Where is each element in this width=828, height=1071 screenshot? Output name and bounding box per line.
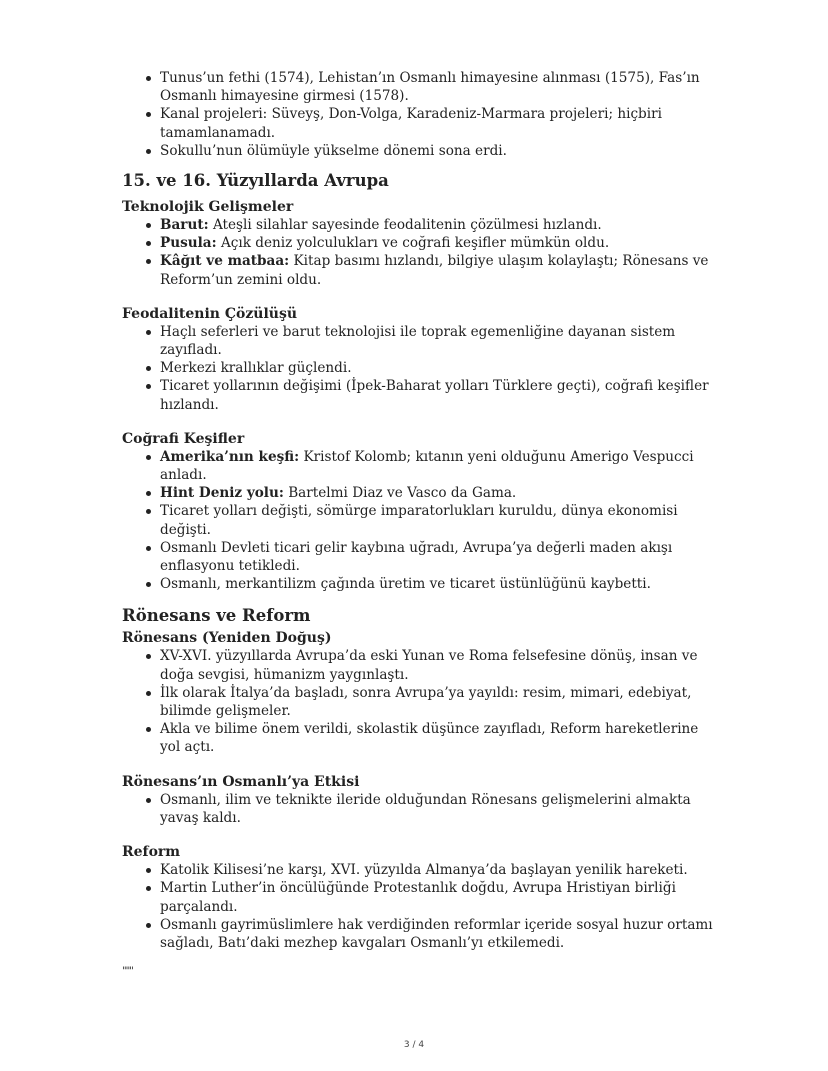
discoveries-list xyxy=(122,448,722,594)
list-item xyxy=(160,448,722,484)
list-item xyxy=(160,861,722,879)
page-number: 3 / 4 xyxy=(403,1040,425,1050)
list-item-label: Amerika’nın keşfi: xyxy=(160,448,300,465)
list-item-text: Kristof Kolomb; kıtanın yeni olduğunu Amerigo Vespucci anladı. xyxy=(160,448,694,484)
heading-reform: Reform xyxy=(122,844,181,861)
heading-renaissance: Rönesans (Yeniden Doğuş) xyxy=(122,630,332,647)
list-item xyxy=(160,359,722,377)
list-item-label: Barut: xyxy=(160,217,209,234)
heading-tech: Teknolojik Gelişmeler xyxy=(122,199,294,216)
section-title-europe: 15. ve 16. Yüzyıllarda Avrupa xyxy=(122,171,389,191)
section-title-renaissance: Rönesans ve Reform xyxy=(122,606,311,626)
list-item-label: Kâğıt ve matbaa: xyxy=(160,253,290,270)
list-item xyxy=(160,539,722,575)
list-item-text: Martin Luther’in öncülüğünde Protestanlık doğdu, Avrupa Hristiyan birliği parçalandı. xyxy=(160,880,676,915)
list-item xyxy=(160,484,722,502)
list-item-text: Sokullu’nun ölümüyle yükselme dönemi sona erdi. xyxy=(160,142,507,159)
heading-discoveries: Coğrafi Keşifler xyxy=(122,430,245,447)
list-item xyxy=(160,234,722,252)
intro-list xyxy=(122,69,722,160)
list-item xyxy=(160,575,722,593)
list-item-text: Bartelmi Diaz ve Vasco da Gama. xyxy=(283,485,517,502)
tech-list xyxy=(122,216,722,289)
list-item-text: Ticaret yolları değişti, sömürge imparatorlukları kuruldu, dünya ekonomisi değişti. xyxy=(160,503,678,538)
list-item xyxy=(160,916,722,952)
list-item-text: Ticaret yollarının değişimi (İpek-Baharat yolları Türklere geçti), coğrafi keşifler hızlandı. xyxy=(160,378,709,413)
list-item-text: Haçlı seferleri ve barut teknolojisi ile toprak egemenliğine dayanan sistem zayıfladı. xyxy=(160,323,676,359)
list-item-label: Pusula: xyxy=(160,235,217,252)
list-item xyxy=(160,647,722,683)
list-item xyxy=(160,791,722,827)
list-item xyxy=(160,105,722,141)
list-item-text: Osmanlı Devleti ticari gelir kaybına uğradı, Avrupa’ya değerli maden akışı enflasyonu tetikledi. xyxy=(160,539,673,575)
trailing-quote-mark: """ xyxy=(122,966,133,978)
list-item-text: Kitap basımı hızlandı, bilgiye ulaşım kolaylaştı; Rönesans ve Reform’un zemini oldu. xyxy=(160,253,709,288)
list-item-text: Açık deniz yolculukları ve coğrafi keşifler mümkün oldu. xyxy=(216,235,610,252)
feudal-list xyxy=(122,323,722,414)
list-item-text: Merkezi krallıklar güçlendi. xyxy=(160,360,352,377)
heading-effect: Rönesans’ın Osmanlı’ya Etkisi xyxy=(122,773,360,790)
list-item-text: Ateşli silahlar sayesinde feodalitenin çözülmesi hızlandı. xyxy=(208,217,602,234)
reform-list xyxy=(122,861,722,952)
list-item-text: İlk olarak İtalya’da başladı, sonra Avrupa’ya yayıldı: resim, mimari, edebiyat, bilimde gelişmeler. xyxy=(160,684,692,720)
list-item-text: Osmanlı, ilim ve teknikte ileride olduğundan Rönesans gelişmelerini almakta yavaş kaldı. xyxy=(160,791,691,826)
list-item-label: Hint Deniz yolu: xyxy=(160,485,284,502)
list-item-text: XV-XVI. yüzyıllarda Avrupa’da eski Yunan ve Roma felsefesine dönüş, insan ve doğa sevgisi, hümanizm yaygınlaştı. xyxy=(160,648,698,683)
list-item xyxy=(160,142,722,160)
list-item xyxy=(160,502,722,538)
document-page xyxy=(122,60,722,978)
list-item-text: Akla ve bilime önem verildi, skolastik düşünce zayıfladı, Reform hareketlerine yol açtı. xyxy=(160,721,699,756)
list-item xyxy=(160,377,722,413)
list-item xyxy=(160,69,722,105)
list-item xyxy=(160,252,722,288)
list-item xyxy=(160,684,722,720)
list-item-text: Osmanlı gayrimüslimlere hak verdiğinden reformlar içeride sosyal huzur ortamı sağladı, Batı’daki mezhep kavgaları Osmanlı’yı etkilemedi. xyxy=(160,916,713,951)
heading-feudal: Feodalitenin Çözülüşü xyxy=(122,305,298,322)
list-item xyxy=(160,879,722,915)
list-item-text: Kanal projeleri: Süveyş, Don-Volga, Karadeniz-Marmara projeleri; hiçbiri tamamlanamadı. xyxy=(160,106,662,141)
list-item-text: Osmanlı, merkantilizm çağında üretim ve ticaret üstünlüğünü kaybetti. xyxy=(160,576,651,593)
list-item-text: Tunus’un fethi (1574), Lehistan’ın Osmanlı himayesine alınması (1575), Fas’ın Osmanlı himayesine girmesi (1578). xyxy=(160,70,700,105)
list-item-text: Katolik Kilisesi’ne karşı, XVI. yüzyılda Almanya’da başlayan yenilik hareketi. xyxy=(160,862,688,879)
renaissance-list xyxy=(122,647,722,756)
list-item xyxy=(160,323,722,359)
list-item xyxy=(160,720,722,756)
list-item xyxy=(160,216,722,234)
effect-list xyxy=(122,791,722,827)
